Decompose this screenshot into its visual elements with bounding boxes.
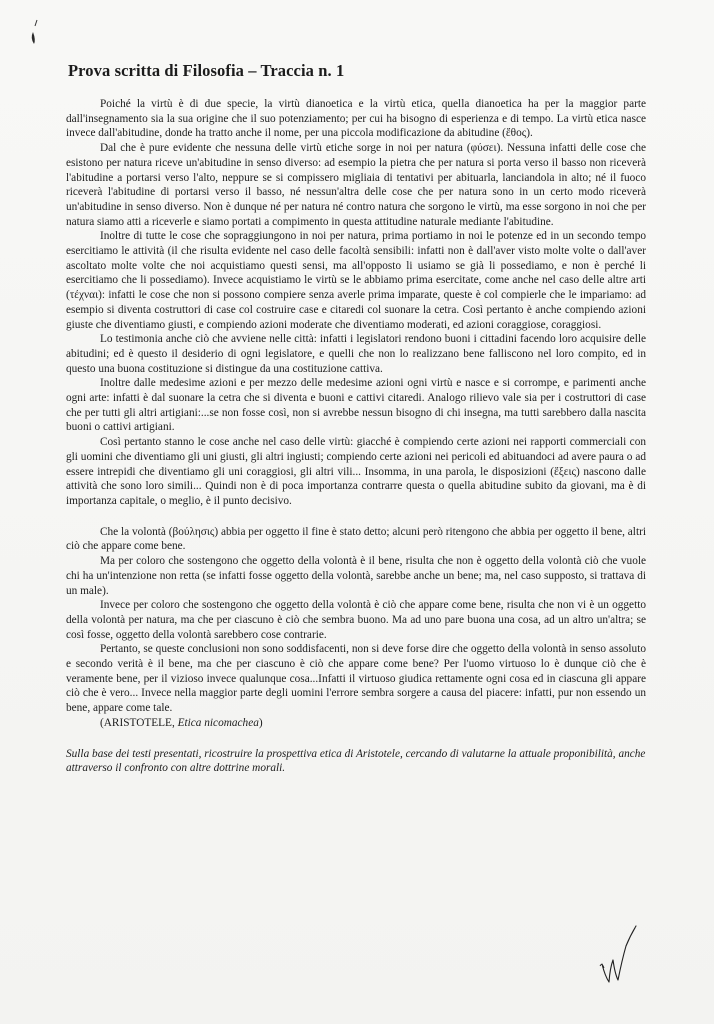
citation-close: ) [258, 716, 263, 729]
paragraph: Che la volontà (βούλησις) abbia per oggetto il fine è stato detto; alcuni però ritengono che abbia per oggetto il bene, altri ciò che appare come bene. [66, 525, 646, 553]
paragraph: Ma per coloro che sostengono che oggetto della volontà è il bene, risulta che non è oggetto della volontà ciò che vuole chi ha un'intenzione non retta (se infatti fosse oggetto della volontà, sarebbe anche un bene; ma, nel caso supposto, si trattava di un male). [66, 555, 646, 597]
paragraph: Pertanto, se queste conclusioni non sono soddisfacenti, non si deve forse dire che oggetto della volontà in senso assoluto e secondo verità è il bene, ma che per ciascuno è ciò che appare come bene? Per l'uomo virtuoso lo è dunque ciò che è veramente bene, per il vizioso invece qualunque cosa...Infatti il virtuoso giudica rettamente ogni cosa ed in ciascuna gli appare ciò che è vero... Invece nella maggior parte degli uomini l'errore sembra sorgere a causa del piacere: infatti, pur non essendo un bene, appare come tale. [66, 643, 646, 715]
paragraph: Invece per coloro che sostengono che oggetto della volontà è ciò che appare come bene, risulta che non vi è un oggetto della volontà per natura, ma che per ciascuno è ciò che sembra buono. Ma ad uno pare buona una cosa, ad un altro un'altra; se così fosse, oggetto della volontà sarebbero cose contrarie. [66, 599, 646, 641]
source-citation [66, 716, 646, 731]
citation-work: Etica nicomachea [177, 716, 259, 729]
paragraph: Dal che è pure evidente che nessuna delle virtù etiche sorge in noi per natura (φύσει). Nessuna infatti delle cose che esistono per natura riceve un'abitudine in senso diverso: ad esempio la pietra che per natura si porta verso il basso non riceverà l'abitudine a portarsi verso l'alto, neppure se si compissero migliaia di tentativi per abituarla, lanciandola in alto; né il fuoco riceverà l'abitudine di portarsi verso il basso, né nessun'altra delle cose che per natura sono in un certo modo riceverà un'abitudine in senso diverso. Non è dunque né per natura né contro natura che sorgono le virtù, ma esse sorgono in noi che per natura siamo atti a riceverle e siamo portati a compimento in questa attitudine naturale mediante l'abitudine. [66, 142, 646, 228]
paragraph: Così pertanto stanno le cose anche nel caso delle virtù: giacché è compiendo certe azioni nei rapporti commerciali con gli uomini che diventiamo gli uni giusti, gli altri ingiusti; compiendo certe azioni nei pericoli ed abituandoci ad avere paura o ad essere intrepidi che diventiamo gli uni coraggiosi, gli altri vili... Insomma, in una parola, le disposizioni (ἕξεις) nascono dalle attività che sono loro simili... Quindi non è di poca importanza contrarre questa o quella abitudine subito da giovani, ma è di importanza capitale, o meglio, è il punto decisivo. [66, 436, 646, 507]
document-body [66, 97, 646, 776]
task-instructions: Sulla base dei testi presentati, ricostruire la prospettiva etica di Aristotele, cercando di valutarne la attuale proponibilità, anche attraverso il confronto con altre dottrine morali. [66, 747, 646, 775]
corner-pen-mark [28, 18, 42, 46]
page-title: Prova scritta di Filosofia – Traccia n. 1 [68, 61, 345, 80]
paragraph: Poiché la virtù è di due specie, la virtù dianoetica e la virtù etica, quella dianoetica ha per la maggior parte dall'insegnamento sia la sua origine che il suo potenziamento; per cui ha bisogno di esperienza e di tempo. La virtù etica nasce invece dall'abitudine, donde ha tratto anche il nome, per una piccola modificazione da abitudine (ἔθος). [66, 98, 646, 140]
paragraph: Inoltre di tutte le cose che sopraggiungono in noi per natura, prima portiamo in noi le potenze ed in un secondo tempo esercitiamo le attività (il che risulta evidente nel caso delle facoltà sensibili: infatti non è dall'aver visto molte volte o dall'aver ascoltato molte volte che noi acquistiamo questi sensi, ma all'opposto li usiamo se già li possediamo, e non è perché li esercitiamo che li possediamo). Invece acquistiamo le virtù se le abbiamo prima esercitate, come anche nel caso delle altre arti (τέχναι): infatti le cose che non si possono compiere senza averle prima imparate, queste è col compierle che le impariamo: ad esempio si diventa costruttori di case col costruire case e citaredi col suonare la cetra. Così pertanto è anche compiendo azioni giuste che diventiamo giusti, e compiendo azioni moderate che diventiamo moderati, ed azioni coraggiose, coraggiosi. [66, 230, 646, 331]
paragraph: Inoltre dalle medesime azioni e per mezzo delle medesime azioni ogni virtù e nasce e si corrompe, e parimenti anche ogni arte: infatti è dal suonare la cetra che si diventa e buoni e cattivi citaredi. Analogo rilievo vale sia per i costruttori di case che per tutti gli altri artigiani:...se non fosse così, non si avrebbe nessun bisogno di chi insegna, ma tutti sarebbero dalla nascita buoni o cattivi artigiani. [66, 377, 646, 434]
handwritten-signature [596, 924, 640, 986]
citation-author: (ARISTOTELE, [100, 716, 178, 729]
paragraph: Lo testimonia anche ciò che avviene nelle città: infatti i legislatori rendono buoni i cittadini facendo loro acquisire delle abitudini; ed è questo il desiderio di ogni legislatore, e quelli che non lo realizzano bene falliscono nel loro compito, ed in questo una buona costituzione si distingue da una costituzione cattiva. [66, 333, 646, 375]
